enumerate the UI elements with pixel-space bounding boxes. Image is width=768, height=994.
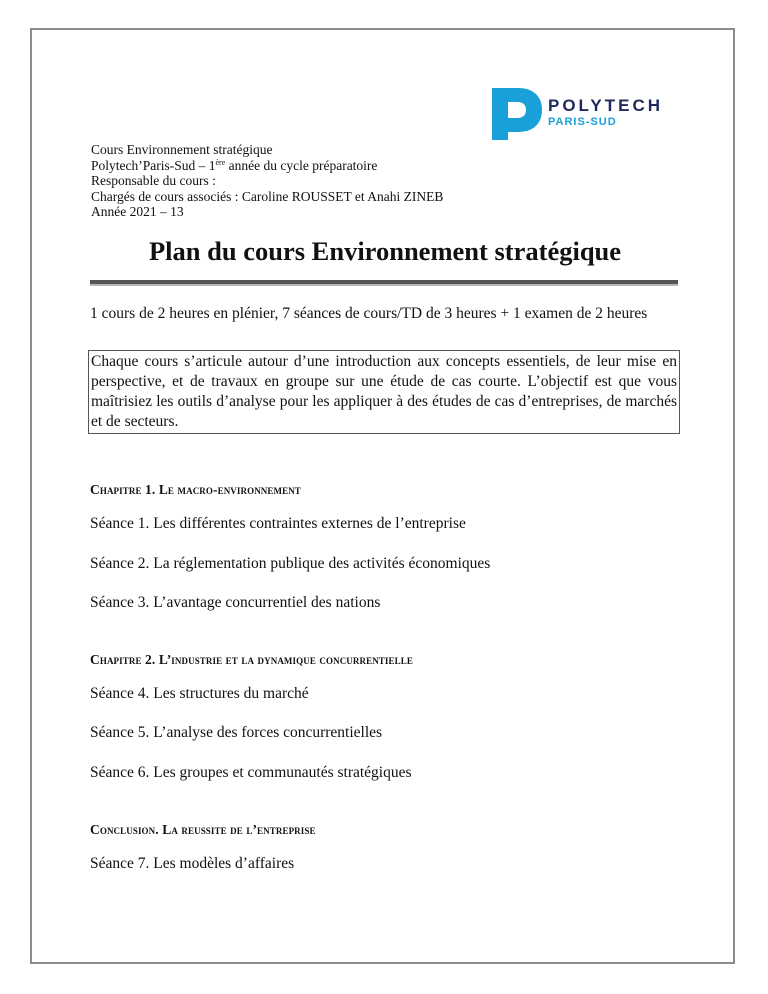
- title-divider: [90, 280, 678, 284]
- logo-brand-text: POLYTECH: [548, 96, 664, 115]
- logo-sub-text: PARIS-SUD: [548, 116, 617, 128]
- session-item: Séance 2. La réglementation publique des activités économiques: [90, 555, 491, 572]
- course-name: Cours Environnement stratégique: [91, 142, 273, 157]
- course-lecturers: Chargés de cours associés : Caroline ROUSSET et Anahi ZINEB: [91, 188, 444, 204]
- session-item: Séance 5. L’analyse des forces concurrentielles: [90, 724, 383, 741]
- chapter-heading: Chapitre 2. L’industrie et la dynamique concurrentielle: [90, 652, 413, 667]
- session-item: Séance 4. Les structures du marché: [90, 685, 309, 702]
- page-title: Plan du cours Environnement stratégique: [148, 236, 622, 266]
- course-format: 1 cours de 2 heures en plénier, 7 séances de cours/TD de 3 heures + 1 examen de 2 heures: [90, 305, 648, 322]
- chapter-heading: Chapitre 1. Le macro-environnement: [90, 482, 301, 497]
- polytech-logo: [486, 84, 696, 144]
- session-item: Séance 6. Les groupes et communautés stratégiques: [90, 764, 412, 781]
- session-item: Séance 3. L’avantage concurrentiel des nations: [90, 594, 381, 611]
- course-program: Polytech’Paris-Sud – 1ère année du cycle préparatoire: [91, 157, 378, 173]
- course-header: [91, 142, 611, 220]
- session-item: Séance 1. Les différentes contraintes externes de l’entreprise: [90, 515, 466, 532]
- chapter-heading: Conclusion. La reussite de l’entreprise: [90, 822, 316, 837]
- course-manager: Responsable du cours :: [91, 173, 216, 189]
- session-item: Séance 7. Les modèles d’affaires: [90, 855, 295, 872]
- course-year: Année 2021 – 13: [91, 204, 184, 220]
- objective-box: Chaque cours s’articule autour d’une introduction aux concepts essentiels, de leur mise en perspective, et de travaux en groupe sur une étude de cas courte. L’objectif est que vous maîtrisiez les outils d’analyse pour les appliquer à des études de cas d’entreprises, de marchés et de secteurs.: [88, 350, 680, 434]
- polytech-p-icon: [486, 84, 546, 144]
